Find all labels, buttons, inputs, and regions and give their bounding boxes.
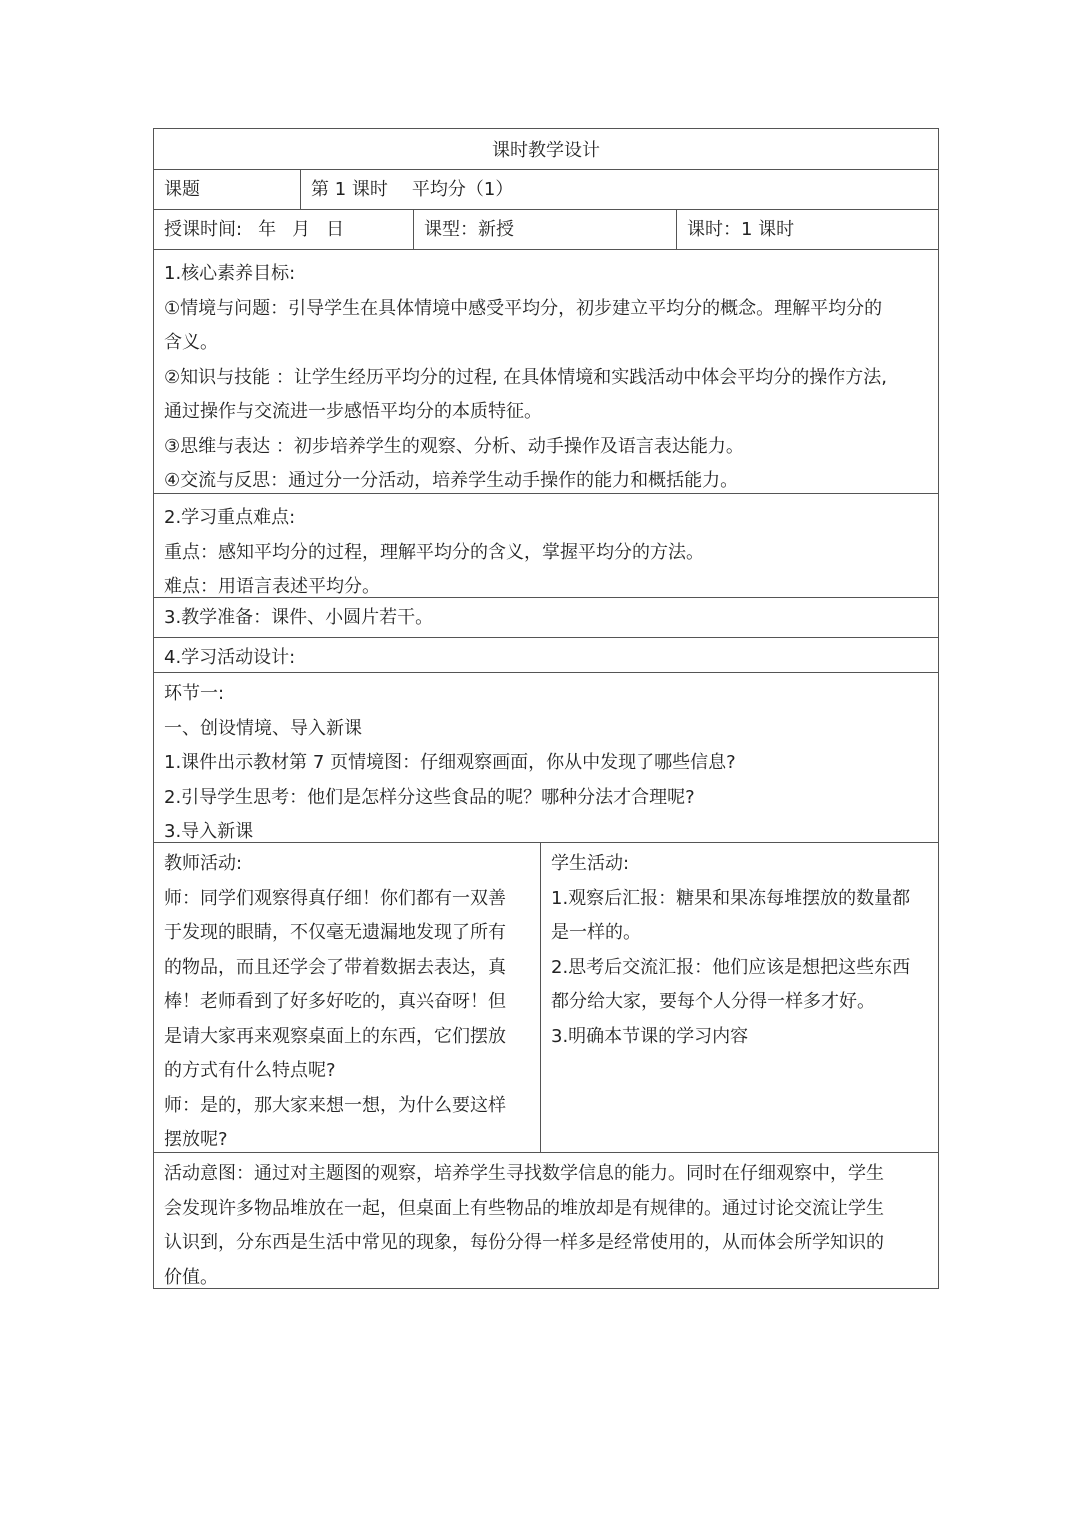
- teacher-line: 摆放呢?: [164, 1129, 228, 1150]
- goal-line: ②知识与技能 ：让学生经历平均分的过程, 在具体情境和实践活动中体会平均分的操作方法,: [164, 366, 888, 388]
- step1-line: 3.导入新课: [164, 821, 254, 842]
- topic-label-cell: [154, 170, 301, 210]
- activity-heading-section: [154, 638, 939, 673]
- teacher-line: 师：是的，那大家来想一想，为什么要这样: [164, 1094, 506, 1116]
- intent-line: 价值。: [164, 1266, 218, 1288]
- teacher-line: 的物品，而且还学会了带着数据去表达，真: [164, 956, 506, 978]
- lesson-type-cell: [414, 210, 677, 250]
- table-title: 课时教学设计: [154, 129, 939, 170]
- student-activity-cell: [541, 843, 939, 1153]
- goal-line: 含义。: [164, 332, 218, 353]
- year-label: 年: [258, 219, 277, 240]
- student-line: 2.思考后交流汇报：他们应该是想把这些东西: [551, 956, 911, 978]
- goal-line: 通过操作与交流进一步感悟平均分的本质特征。: [164, 401, 542, 422]
- day-label: 日: [326, 219, 345, 240]
- lesson-name: 平均分（1）: [411, 179, 514, 200]
- lesson-plan-page: [153, 128, 938, 1289]
- goal-line: ④交流与反思：通过分一分活动，培养学生动手操作的能力和概括能力。: [164, 470, 739, 491]
- goal-line: ①情境与问题：引导学生在具体情境中感受平均分，初步建立平均分的概念。理解平均分的: [164, 297, 883, 319]
- key-points-heading: 2.学习重点难点:: [164, 507, 296, 528]
- lesson-hours-cell: [677, 210, 939, 250]
- student-line: 是一样的。: [551, 922, 641, 943]
- lesson-hours: 课时：1 课时: [687, 219, 795, 240]
- key-points-section: [154, 494, 939, 598]
- intent-line: 认识到，分东西是生活中常见的现象，每份分得一样多是经常使用的，从而体会所学知识的: [164, 1232, 884, 1253]
- activity-intent-section: [154, 1153, 939, 1289]
- goals-section: [154, 250, 939, 494]
- lesson-type: 课型：新授: [424, 219, 514, 240]
- month-label: 月: [292, 219, 311, 240]
- teaching-time-label: 授课时间:: [164, 219, 243, 240]
- goal-line: ③思维与表达 ：初步培养学生的观察、分析、动手操作及语言表达能力。: [164, 435, 744, 457]
- teacher-line: 是请大家再来观察桌面上的东西，它们摆放: [164, 1025, 506, 1047]
- step1-line: 1.课件出示教材第 7 页情境图：仔细观察画面，你从中发现了哪些信息?: [164, 752, 736, 773]
- teacher-line: 棒！老师看到了好多好吃的，真兴奋呀！但: [164, 991, 506, 1012]
- step1-line: 2.引导学生思考：他们是怎样分这些食品的呢？哪种分法才合理呢?: [164, 786, 695, 808]
- step1-line: 一、创设情境、导入新课: [164, 717, 362, 739]
- preparation-text: 3.教学准备：课件、小圆片若干。: [164, 607, 434, 628]
- lesson-plan-table: [153, 128, 939, 1289]
- student-line: 都分给大家，要每个人分得一样多才好。: [551, 991, 875, 1012]
- teacher-activity-heading: 教师活动:: [164, 853, 243, 874]
- teacher-line: 于发现的眼睛，不仅毫无遗漏地发现了所有: [164, 922, 506, 943]
- step1-section: [154, 673, 939, 843]
- lesson-number: 第 1 课时: [311, 179, 388, 200]
- teacher-activity-cell: [154, 843, 541, 1153]
- step1-line: 环节一:: [164, 683, 225, 704]
- key-point-line: 重点：感知平均分的过程，理解平均分的含义，掌握平均分的方法。: [164, 541, 704, 563]
- goals-heading: 1.核心素养目标:: [164, 263, 296, 284]
- teacher-line: 师：同学们观察得真仔细！你们都有一双善: [164, 887, 506, 909]
- key-point-line: 难点：用语言表述平均分。: [164, 576, 380, 597]
- intent-line: 会发现许多物品堆放在一起，但桌面上有些物品的堆放却是有规律的。通过讨论交流让学生: [164, 1197, 884, 1219]
- topic-value-cell: [301, 170, 939, 210]
- activity-heading: 4.学习活动设计:: [164, 647, 296, 668]
- student-line: 1.观察后汇报：糖果和果冻每堆摆放的数量都: [551, 887, 911, 909]
- topic-label: 课题: [164, 179, 200, 200]
- teaching-time-cell: [154, 210, 414, 250]
- student-activity-heading: 学生活动:: [551, 853, 630, 874]
- intent-line: 活动意图：通过对主题图的观察，培养学生寻找数学信息的能力。同时在仔细观察中，学生: [164, 1163, 884, 1184]
- student-line: 3.明确本节课的学习内容: [551, 1025, 749, 1047]
- teacher-line: 的方式有什么特点呢?: [164, 1060, 336, 1081]
